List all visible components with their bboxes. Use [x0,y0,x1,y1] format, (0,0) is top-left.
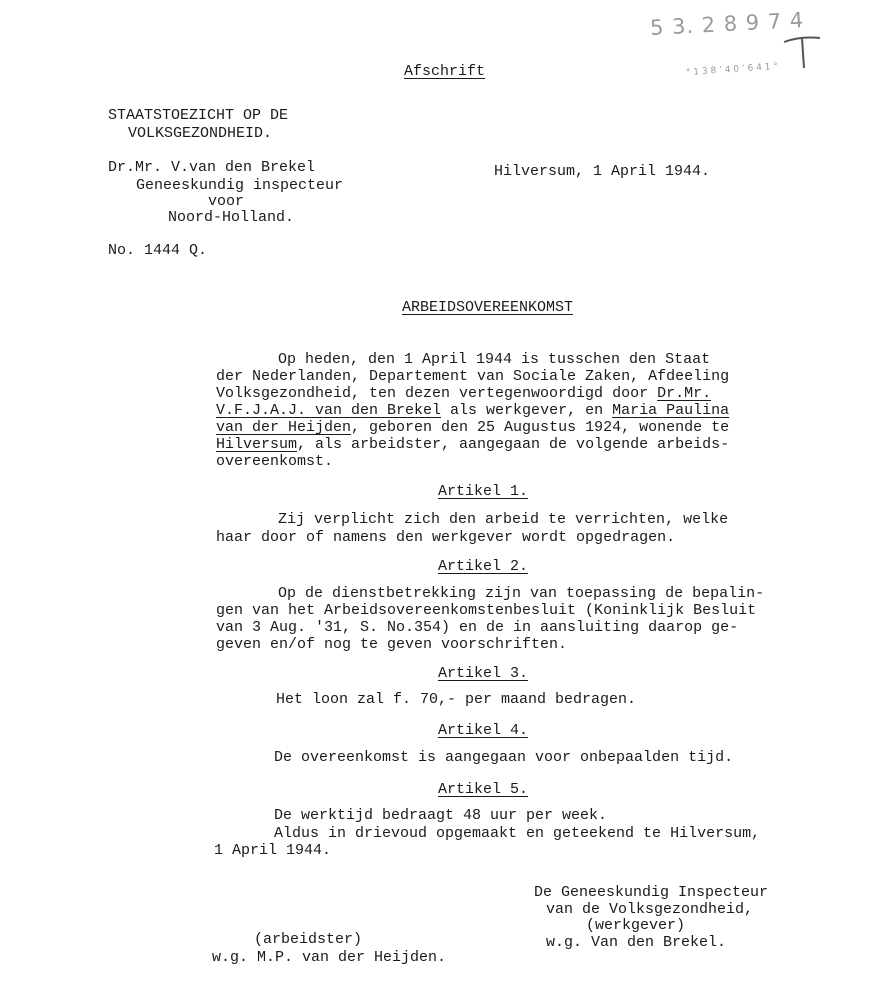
employer-role: (werkgever) [586,917,686,934]
article-2-line-4: geven en/of nog te geven voorschriften. [216,636,568,653]
intro-line-1: Op heden, den 1 April 1944 is tusschen den Staat [278,351,711,368]
intro-line-4 [216,403,729,418]
article-5-heading: Artikel 5. [438,781,529,798]
intro-line-3-text: Volksgezondheid, ten dezen vertegenwoordigd door [216,385,649,402]
inspector-name: Dr.Mr. V.van den Brekel [108,159,316,176]
header-title: Afschrift [404,63,486,80]
article-2-line-1: Op de dienstbetrekking zijn van toepassing de bepalin- [278,585,765,602]
article-2-line-2: gen van het Arbeidsovereenkomstenbesluit (Koninklijk Besluit [216,602,757,619]
article-3-line-1: Het loon zal f. 70,- per maand bedragen. [276,691,637,708]
intro-line-6-text: , als arbeidster, aangegaan de volgende arbeids- [297,436,730,453]
article-3-heading: Artikel 3. [438,665,529,682]
employer-signature-line-2: van de Volksgezondheid, [546,901,754,918]
intro-line-3 [216,386,711,401]
pencil-mark-icon [780,24,830,74]
employer-signed: w.g. Van den Brekel. [546,934,727,951]
employer-signature-line-1: De Geneeskundig Inspecteur [534,884,769,901]
place-date: Hilversum, 1 April 1944. [494,163,711,180]
document-title: ARBEIDSOVEREENKOMST [402,299,574,316]
article-4-heading: Artikel 4. [438,722,529,739]
employee-residence: Hilversum [216,436,298,453]
article-4-line-1: De overeenkomst is aangegaan voor onbepaalden tijd. [274,749,734,766]
intro-line-5 [216,420,729,435]
representative-title: Dr.Mr. [657,385,712,402]
inspector-title: Geneeskundig inspecteur [136,177,344,194]
article-1-line-1: Zij verplicht zich den arbeid te verrichten, welke [278,511,729,528]
employee-signed: w.g. M.P. van der Heijden. [212,949,447,966]
article-1-line-2: haar door of namens den werkgever wordt opgedragen. [216,529,676,546]
intro-line-4-text: als werkgever, en [441,402,613,419]
article-1-heading: Artikel 1. [438,483,529,500]
intro-line-7: overeenkomst. [216,453,334,470]
inspector-region: Noord-Holland. [168,209,295,226]
authority-line-2: VOLKSGEZONDHEID. [128,125,273,142]
inspector-for: voor [208,193,245,210]
employee-first-names: Maria Paulina [612,402,730,419]
intro-line-5-text: , geboren den 25 Augustus 1924, wonende te [351,419,730,436]
archive-sub-stamp: ° 1 3 8 ’ 4 0 ’ 6 4 1 ° [685,61,779,79]
authority-line-1: STAATSTOEZICHT OP DE [108,107,289,124]
reference-number: No. 1444 Q. [108,242,208,259]
intro-line-6 [216,437,729,452]
intro-line-2: der Nederlanden, Departement van Sociale Zaken, Afdeeling [216,368,730,385]
representative-name: V.F.J.A.J. van den Brekel [216,402,442,419]
article-5-line-1: De werktijd bedraagt 48 uur per week. [274,807,608,824]
article-5-line-2: Aldus in drievoud opgemaakt en geteekend te Hilversum, [274,825,761,842]
archive-number-stamp: 5 3. 2 8 9 7 4 [649,7,805,41]
article-5-line-3: 1 April 1944. [214,842,332,859]
employee-surname: van der Heijden [216,419,352,436]
employee-role: (arbeidster) [254,931,363,948]
article-2-heading: Artikel 2. [438,558,529,575]
article-2-line-3: van 3 Aug. '31, S. No.354) en de in aansluiting daarop ge- [216,619,739,636]
